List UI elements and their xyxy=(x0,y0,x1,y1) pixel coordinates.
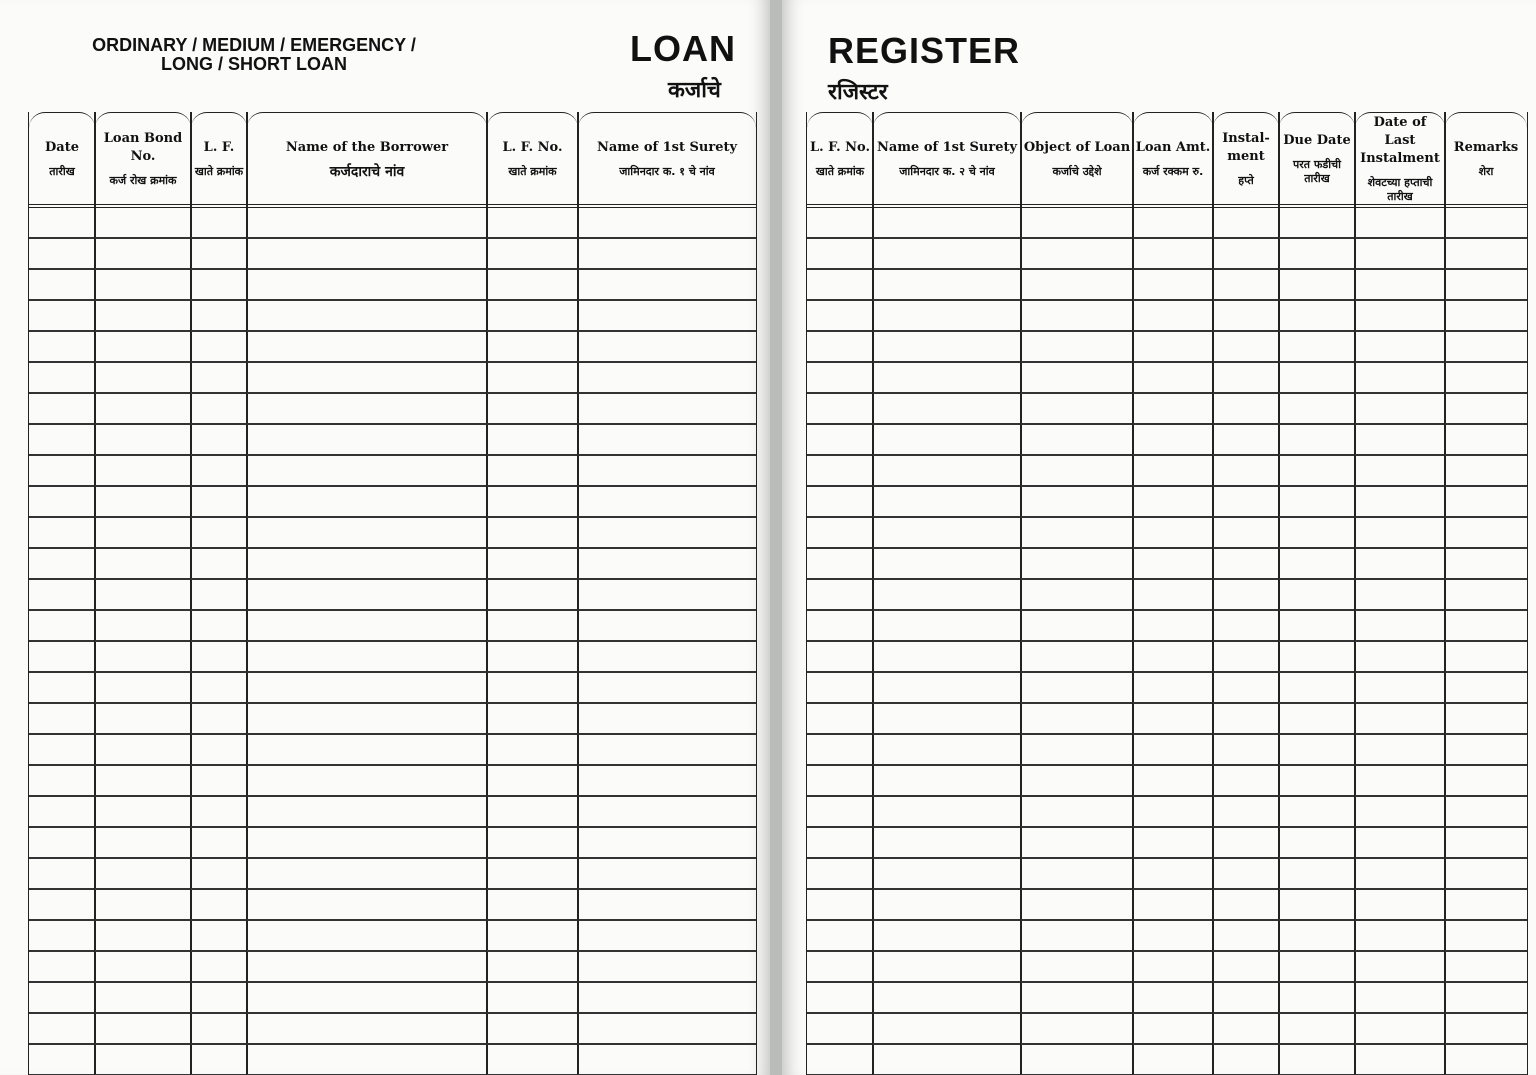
column-lf-no xyxy=(806,112,874,1075)
column-remarks xyxy=(1444,112,1528,1075)
header-en: Due Date xyxy=(1283,132,1351,148)
column-header xyxy=(1355,112,1445,208)
header-mr: खाते क्रमांक xyxy=(815,164,865,178)
column-second-surety xyxy=(872,112,1022,1075)
loan-types-line1: ORDINARY / MEDIUM / EMERGENCY / xyxy=(92,35,416,55)
header-mr: कर्जाचे उद्देशे xyxy=(1052,164,1102,178)
header-mr: जामिनदार क. १ चे नांव xyxy=(619,164,715,178)
header-mr: शेवटच्या हप्ताची तारीख xyxy=(1367,175,1433,203)
column-lf-no xyxy=(486,112,579,1075)
column-header xyxy=(95,112,191,208)
column-lf xyxy=(190,112,248,1075)
header-en: Remarks xyxy=(1453,139,1519,155)
title-register-marathi: रजिस्टर xyxy=(828,80,888,105)
ruled-rows[interactable] xyxy=(1133,208,1213,1075)
ruled-rows[interactable] xyxy=(578,208,756,1075)
header-mr: जामिनदार क. २ चे नांव xyxy=(899,164,995,178)
column-header xyxy=(191,112,247,208)
column-header xyxy=(29,112,95,208)
ruled-rows[interactable] xyxy=(1355,208,1445,1075)
header-mr: शेरा xyxy=(1478,164,1494,178)
ruled-rows[interactable] xyxy=(247,208,487,1075)
header-en: Loan Bond No. xyxy=(103,130,183,164)
header-mr: कर्ज रोख क्रमांक xyxy=(109,173,177,187)
header-en: Name of 1st Surety xyxy=(596,139,738,155)
header-en: Date xyxy=(45,139,79,155)
column-header xyxy=(1021,112,1133,208)
column-header xyxy=(578,112,756,208)
title-loan: LOAN xyxy=(630,28,736,69)
header-en: L. F. xyxy=(203,139,235,155)
right-page xyxy=(782,0,1536,1075)
ruled-rows[interactable] xyxy=(29,208,95,1075)
column-header xyxy=(1213,112,1279,208)
column-first-surety xyxy=(577,112,757,1075)
column-loan-amount xyxy=(1132,112,1214,1075)
ruled-rows[interactable] xyxy=(1213,208,1279,1075)
header-en: Instal- ment xyxy=(1222,130,1270,164)
ruled-rows[interactable] xyxy=(95,208,191,1075)
ruled-rows[interactable] xyxy=(191,208,247,1075)
column-date xyxy=(28,112,96,1075)
header-en: Loan Amt. xyxy=(1135,139,1211,155)
header-mr: कर्ज रक्कम रु. xyxy=(1142,164,1204,178)
column-last-instalment-date xyxy=(1354,112,1446,1075)
header-en: Object of Loan xyxy=(1023,139,1131,155)
header-mr: खाते क्रमांक xyxy=(508,164,557,178)
title-register: REGISTER xyxy=(828,30,1021,71)
column-header xyxy=(1279,112,1355,208)
column-borrower-name xyxy=(246,112,488,1075)
column-header xyxy=(487,112,578,208)
column-due-date xyxy=(1278,112,1356,1075)
header-en: Date of Last Instalment xyxy=(1360,114,1440,166)
header-mr: हप्ते xyxy=(1238,173,1254,187)
loan-types-line2: LONG / SHORT LOAN xyxy=(161,54,347,74)
column-header xyxy=(807,112,873,208)
ruled-rows[interactable] xyxy=(807,208,873,1075)
column-header xyxy=(873,112,1021,208)
header-mr: तारीख xyxy=(49,164,75,178)
column-loan-bond-no xyxy=(94,112,192,1075)
column-header xyxy=(1445,112,1527,208)
ruled-rows[interactable] xyxy=(873,208,1021,1075)
header-en: L. F. No. xyxy=(809,139,871,155)
header-en: Name of the Borrower xyxy=(285,139,449,155)
ruled-rows[interactable] xyxy=(1445,208,1527,1075)
header-en: L. F. No. xyxy=(502,139,563,155)
column-header xyxy=(247,112,487,208)
header-mr: कर्जदाराचे नांव xyxy=(329,163,405,180)
header-en: Name of 1st Surety xyxy=(876,139,1018,155)
ruled-rows[interactable] xyxy=(487,208,578,1075)
title-loan-marathi: कर्जाचे xyxy=(668,78,721,103)
ruled-rows[interactable] xyxy=(1279,208,1355,1075)
loan-types-heading xyxy=(84,36,424,74)
header-mr: खाते क्रमांक xyxy=(194,164,244,178)
column-object-of-loan xyxy=(1020,112,1134,1075)
column-header xyxy=(1133,112,1213,208)
column-instalment xyxy=(1212,112,1280,1075)
book-spine xyxy=(770,0,782,1075)
header-mr: परत फडीची तारीख xyxy=(1293,157,1341,185)
ruled-rows[interactable] xyxy=(1021,208,1133,1075)
